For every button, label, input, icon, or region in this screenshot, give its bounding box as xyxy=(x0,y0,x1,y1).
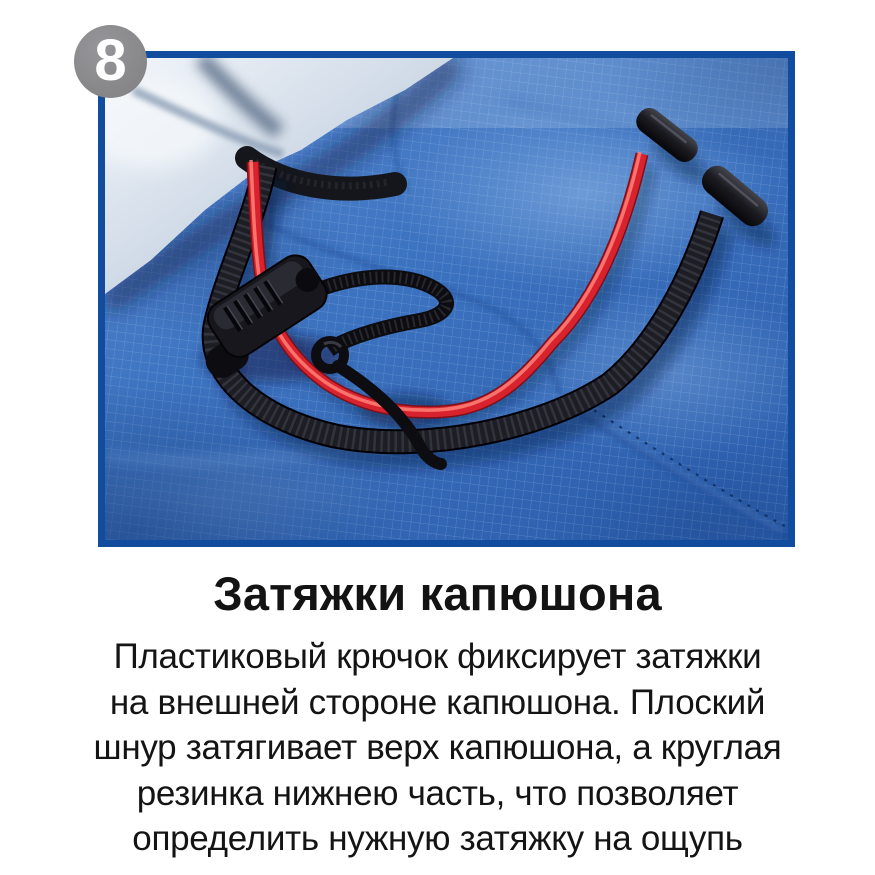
photo-illustration xyxy=(105,58,788,540)
description-line: Пластиковый крючок фиксирует затяжки xyxy=(113,637,762,676)
description-line: определить нужную затяжку на ощупь xyxy=(132,819,743,858)
photo-frame xyxy=(98,51,795,547)
page-title: Затяжки капюшона xyxy=(213,567,662,620)
description xyxy=(0,634,875,862)
description-line: шнур затягивает верх капюшона, а круглая xyxy=(93,728,782,767)
description-line: резинка нижнею часть, что позволяет xyxy=(136,773,739,813)
description-line: на внешней стороне капюшона. Плоский xyxy=(109,682,766,722)
step-badge xyxy=(74,25,147,98)
step-number: 8 xyxy=(94,27,127,93)
